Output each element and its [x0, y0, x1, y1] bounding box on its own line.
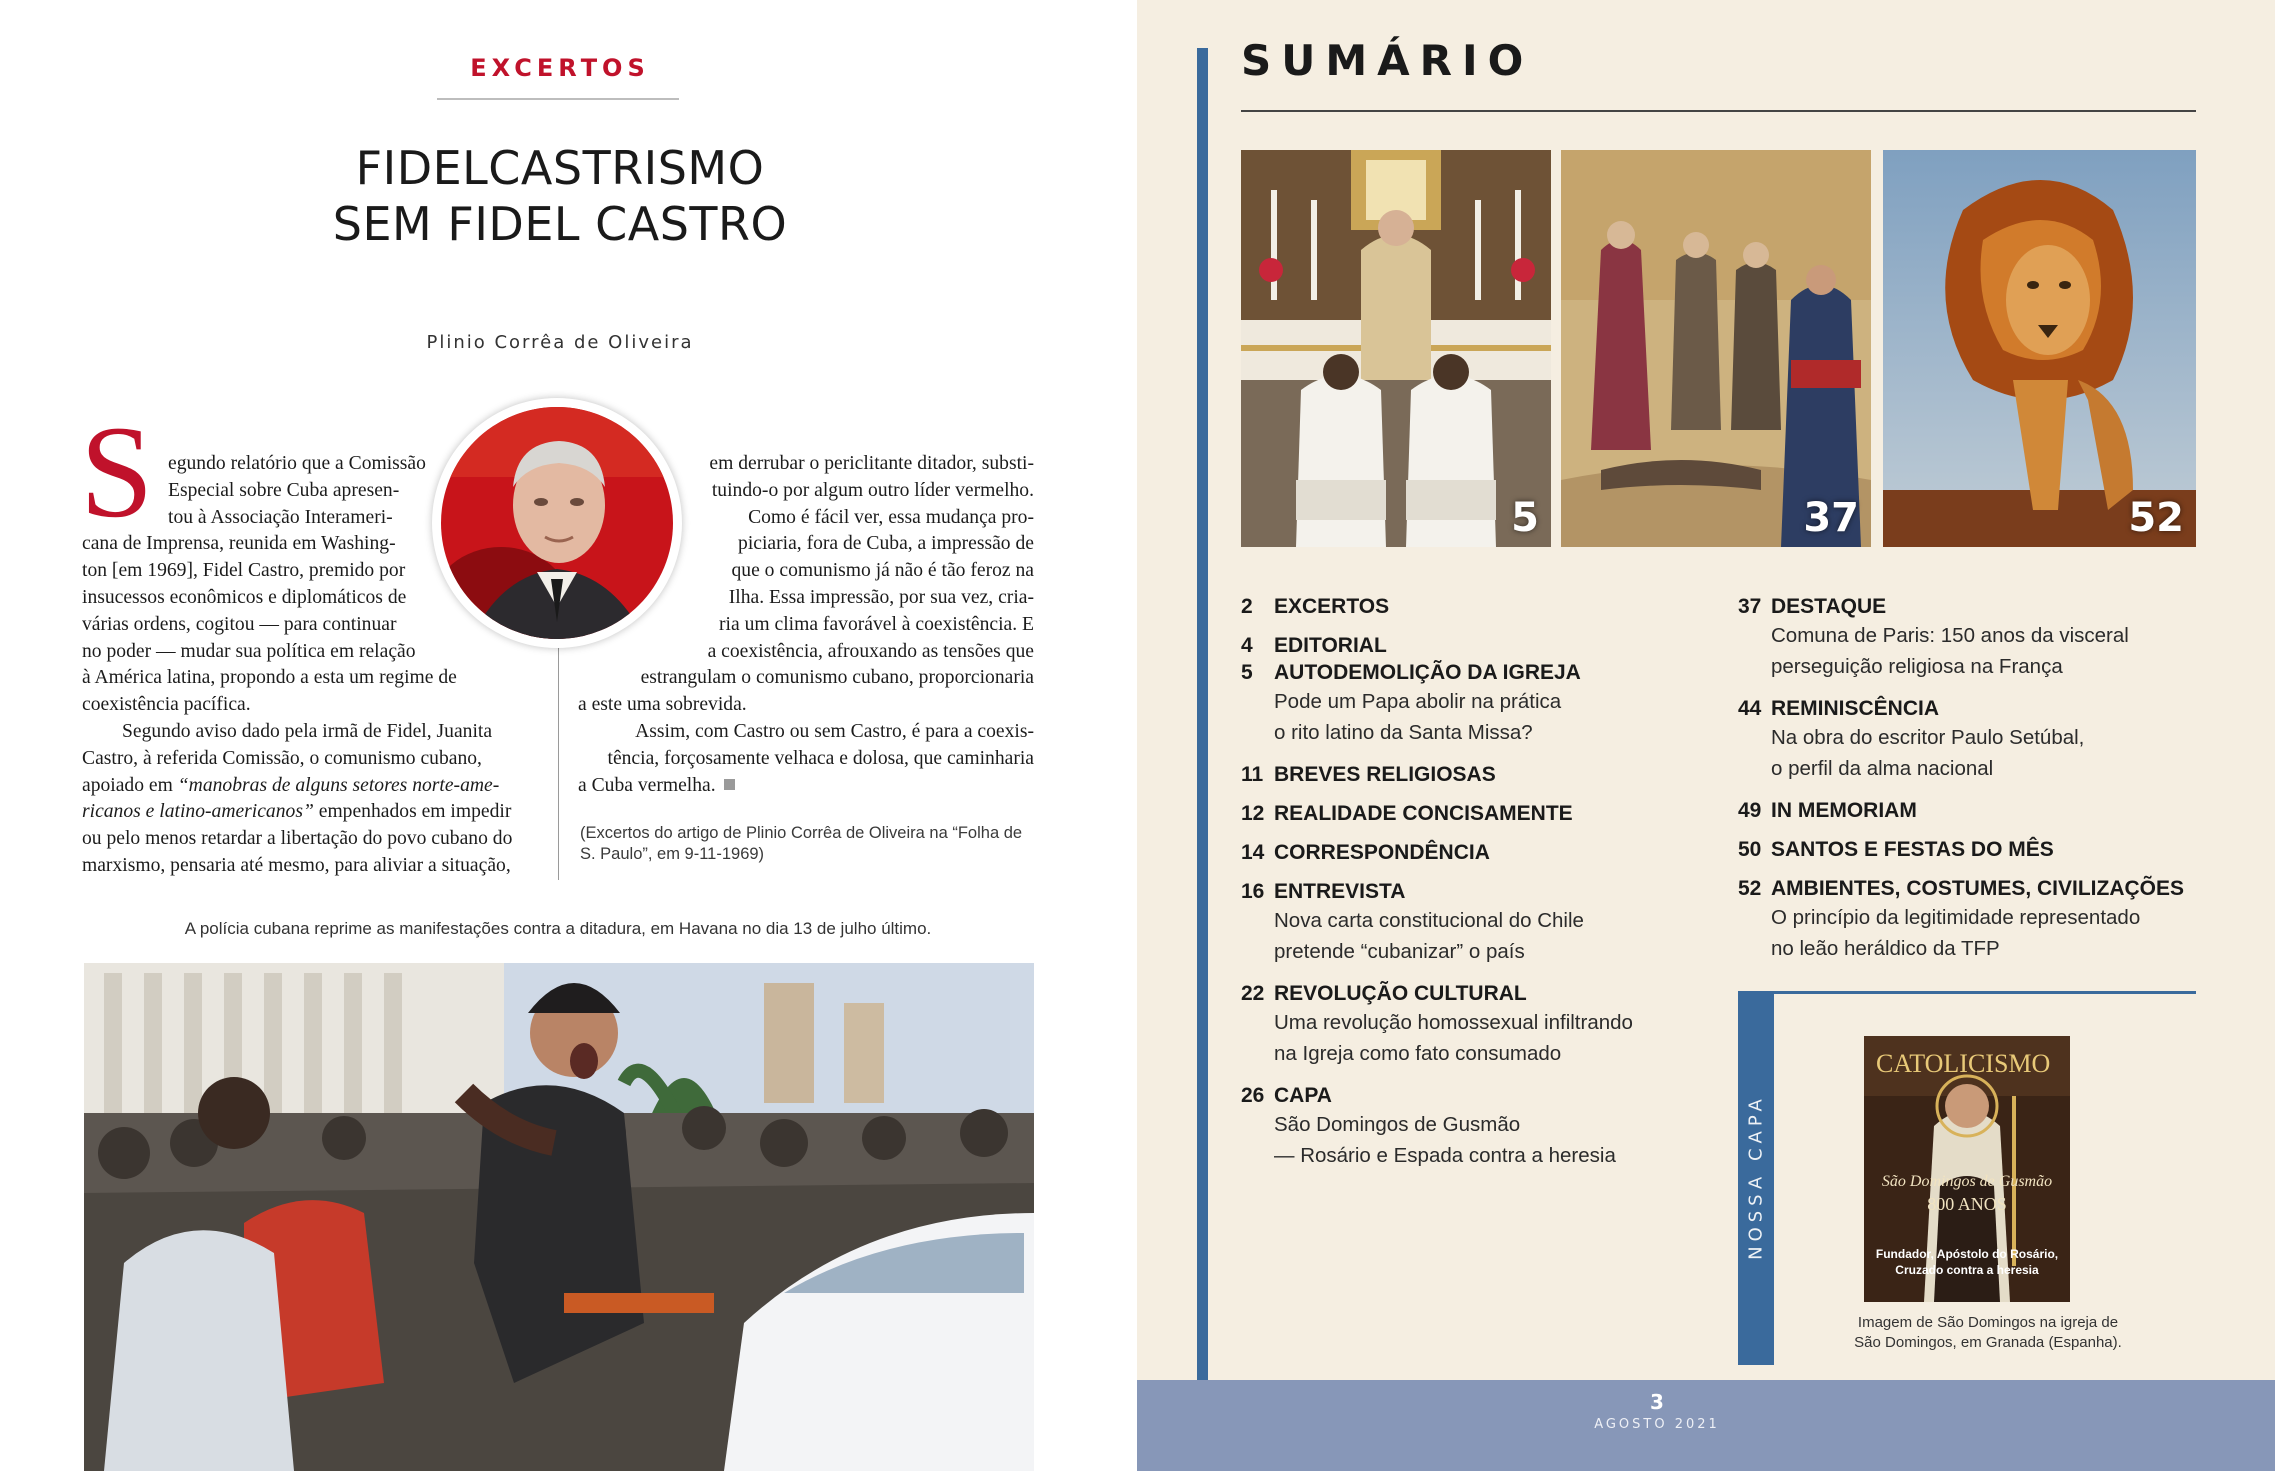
toc-entry-excertos[interactable] — [1241, 593, 1389, 620]
byline: Plinio Corrêa de Oliveira — [426, 332, 694, 353]
text-line: Segundo aviso dado pela irmã de Fidel, Juanita — [122, 720, 493, 742]
toc-page-number: 50 — [1738, 838, 1762, 861]
toc-entry-in-memoriam[interactable] — [1738, 797, 1917, 824]
toc-entry-realidade[interactable] — [1241, 800, 1573, 827]
text-line: no poder — mudar sua política em relação — [82, 640, 416, 662]
text-span: empenhados em impedir — [318, 801, 512, 823]
toc-entry-title: AMBIENTES, COSTUMES, CIVILIZAÇÕES — [1771, 877, 2185, 900]
cover-strip — [1738, 991, 1774, 1365]
cover-tagline: Cruzado contra a heresia — [1895, 1263, 2039, 1277]
toc-entry-subtitle: São Domingos de Gusmão — [1274, 1113, 1521, 1136]
thumbnail-page-number: 5 — [1511, 495, 1539, 541]
toc-entry-subtitle: o perfil da alma nacional — [1771, 757, 1994, 780]
text-line: Especial sobre Cuba apresen- — [168, 479, 400, 501]
toc-entry-entrevista[interactable] — [1241, 878, 1584, 967]
nossa-capa-box — [1738, 991, 2196, 1365]
text-line: cana de Imprensa, reunida em Washing- — [82, 533, 396, 555]
toc-entry-subtitle: Pode um Papa abolir na prática — [1274, 690, 1562, 713]
author-portrait — [432, 398, 682, 648]
text-line — [82, 773, 540, 800]
toc-entry-subtitle: Uma revolução homossexual infiltrando — [1274, 1011, 1633, 1034]
quoted-phrase: ricanos e latino-americanos” — [82, 801, 314, 823]
text-span: a Cuba vermelha. — [578, 774, 716, 796]
text-line: Assim, com Castro ou sem Castro, é para a coexis- — [635, 720, 1034, 742]
street-protest-photo-icon — [84, 963, 1034, 1471]
text-line: várias ordens, cogitou — para continuar — [82, 613, 397, 635]
source-note: (Excertos do artigo de Plinio Corrêa de Oliveira na “Folha de S. Paulo”, em 9-11-1969) — [580, 824, 1023, 863]
text-line: piciaria, fora de Cuba, a impressão de — [738, 533, 1034, 555]
text-line: à América latina, propondo a esta um regime de — [82, 667, 457, 689]
toc-entry-title: EXCERTOS — [1274, 595, 1390, 618]
toc-entry-title: DESTAQUE — [1771, 595, 1887, 618]
toc-page-number: 12 — [1241, 802, 1265, 825]
cover-anniversary: 800 ANOS — [1927, 1194, 2007, 1214]
text-line: coexistência pacífica. — [82, 694, 251, 716]
text-line: ou pelo menos retardar a libertação do povo cubano do — [82, 828, 513, 850]
article-title — [200, 140, 920, 252]
toc-entry-title: SANTOS E FESTAS DO MÊS — [1771, 838, 2054, 861]
toc-entry-title: ENTREVISTA — [1274, 880, 1406, 903]
toc-entry-destaque[interactable] — [1738, 593, 2129, 682]
text-line: tência, forçosamente velhaca e dolosa, que caminharia — [607, 747, 1034, 769]
toc-entry-subtitle: na Igreja como fato consumado — [1274, 1042, 1562, 1065]
text-line: tou à Associação Interameri- — [168, 506, 393, 528]
text-line: estrangulam o comunismo cubano, proporcionaria — [640, 667, 1034, 689]
text-line: em derrubar o periclitante ditador, substi- — [709, 453, 1034, 474]
toc-page-number: 14 — [1241, 841, 1265, 864]
toc-divider — [1241, 110, 2196, 112]
cover-heading: São Domingos de Gusmão — [1881, 1173, 2053, 1190]
drop-cap: S — [80, 398, 154, 545]
text-line: egundo relatório que a Comissão — [168, 453, 426, 474]
toc-entry-correspondencia[interactable] — [1241, 839, 1490, 866]
toc-entry-reminiscencia[interactable] — [1738, 695, 2084, 784]
cover-tagline: Fundador, Apóstolo do Rosário, — [1875, 1247, 2059, 1261]
toc-page-number: 26 — [1241, 1084, 1265, 1107]
text-line: Como é fácil ver, essa mudança pro- — [748, 506, 1034, 528]
cover-caption-line: Imagem de São Domingos na igreja de — [1857, 1314, 2119, 1331]
cover-box-rule — [1738, 991, 2196, 994]
accent-bar — [1197, 48, 1208, 1381]
toc-entry-subtitle: perseguição religiosa na França — [1771, 655, 2063, 678]
toc-entry-subtitle: O princípio da legitimidade representado — [1771, 906, 2141, 929]
toc-page-number: 16 — [1241, 880, 1265, 903]
portrait-photo-icon — [441, 407, 673, 639]
cover-magazine-name: CATOLICISMO — [1876, 1049, 2051, 1078]
thumbnail-page-number: 37 — [1803, 495, 1859, 541]
toc-entry-title: REVOLUÇÃO CULTURAL — [1274, 982, 1527, 1005]
thumbnail-page-number: 52 — [2128, 495, 2184, 541]
toc-entry-ambientes[interactable] — [1738, 875, 2184, 964]
toc-entry-subtitle: Comuna de Paris: 150 anos da visceral — [1771, 624, 2129, 647]
thumbnail-lion[interactable] — [1883, 150, 2196, 547]
toc-page-number: 49 — [1738, 799, 1762, 822]
toc-entry-title: BREVES RELIGIOSAS — [1274, 763, 1496, 786]
text-line: Castro, à referida Comissão, o comunismo cubano, — [82, 747, 482, 769]
cover-strip-label: NOSSA CAPA — [1745, 1094, 1767, 1260]
toc-title: SUMÁRIO — [1241, 36, 1534, 85]
text-line: marxismo, pensaria até mesmo, para aliviar a situação, — [82, 854, 511, 876]
text-line: Ilha. Essa impressão, por sua vez, cria- — [728, 586, 1034, 608]
toc-entry-title: CORRESPONDÊNCIA — [1274, 841, 1490, 864]
toc-entry-title: EDITORIAL — [1274, 634, 1387, 657]
toc-entry-subtitle: pretende “cubanizar” o país — [1274, 940, 1525, 963]
page-number: 3 — [1650, 1390, 1664, 1414]
toc-entry-title: CAPA — [1274, 1084, 1332, 1107]
title-line-2: SEM FIDEL CASTRO — [332, 197, 788, 251]
toc-page-number: 4 — [1241, 634, 1253, 657]
toc-entry-subtitle: o rito latino da Santa Missa? — [1274, 721, 1533, 744]
toc-page-number: 2 — [1241, 595, 1253, 618]
toc-entry-title: REMINISCÊNCIA — [1771, 697, 1940, 720]
section-label: EXCERTOS — [470, 54, 650, 82]
text-line: a este uma sobrevida. — [578, 694, 747, 716]
text-line: tuindo-o por algum outro líder vermelho. — [711, 479, 1034, 501]
toc-page-number: 22 — [1241, 982, 1265, 1005]
cover-caption — [1798, 1313, 2178, 1353]
toc-entry-autodemolicao[interactable] — [1241, 659, 1581, 748]
title-line-1: FIDELCASTRISMO — [355, 141, 765, 195]
toc-page-number: 37 — [1738, 595, 1762, 618]
left-page — [0, 0, 1137, 1471]
quoted-phrase: “manobras de alguns setores norte-ame- — [177, 774, 500, 796]
text-line: ria um clima favorável à coexistência. E — [719, 613, 1034, 635]
toc-entry-subtitle: Nova carta constitucional do Chile — [1274, 909, 1584, 932]
toc-entry-revolucao-cultural[interactable] — [1241, 980, 1633, 1069]
photo-caption: A polícia cubana reprime as manifestações contra a ditadura, em Havana no dia 13 de julho último. — [184, 919, 932, 938]
toc-page-number: 44 — [1738, 697, 1762, 720]
toc-entry-breves-religiosas[interactable] — [1241, 761, 1496, 788]
toc-entry-subtitle: no leão heráldico da TFP — [1771, 937, 2000, 960]
issue-date: AGOSTO 2021 — [1594, 1417, 1720, 1432]
toc-page-number: 52 — [1738, 877, 1762, 900]
magazine-cover-image[interactable] — [1864, 1036, 2070, 1302]
text-line — [578, 773, 1034, 800]
thumbnail-mass-celebration[interactable] — [1241, 150, 1551, 547]
toc-page-number: 5 — [1241, 661, 1253, 684]
cover-caption-line: São Domingos, em Granada (Espanha). — [1854, 1334, 2122, 1351]
toc-entry-title: IN MEMORIAM — [1771, 799, 1917, 822]
text-line: a coexistência, afrouxando as tensões que — [707, 640, 1034, 662]
right-page — [1137, 0, 2275, 1471]
end-of-article-mark — [724, 779, 735, 790]
toc-entry-santos-e-festas[interactable] — [1738, 836, 2054, 863]
text-line — [82, 799, 540, 826]
text-line: insucessos econômicos e diplomáticos de — [82, 586, 407, 608]
column-divider — [558, 648, 559, 880]
section-divider — [437, 98, 679, 100]
text-span: apoiado em — [82, 774, 173, 796]
toc-entry-subtitle: Na obra do escritor Paulo Setúbal, — [1771, 726, 2085, 749]
text-line: ton [em 1969], Fidel Castro, premido por — [82, 560, 406, 582]
toc-entry-editorial[interactable] — [1241, 632, 1387, 659]
toc-page-number: 11 — [1241, 763, 1264, 786]
toc-entry-capa[interactable] — [1241, 1082, 1616, 1171]
thumbnail-paris-commune-painting[interactable] — [1561, 150, 1871, 547]
toc-entry-title: AUTODEMOLIÇÃO DA IGREJA — [1274, 661, 1581, 684]
toc-entry-subtitle: — Rosário e Espada contra a heresia — [1274, 1144, 1616, 1167]
toc-entry-title: REALIDADE CONCISAMENTE — [1274, 802, 1573, 825]
text-line: que o comunismo já não é tão feroz na — [731, 560, 1034, 582]
